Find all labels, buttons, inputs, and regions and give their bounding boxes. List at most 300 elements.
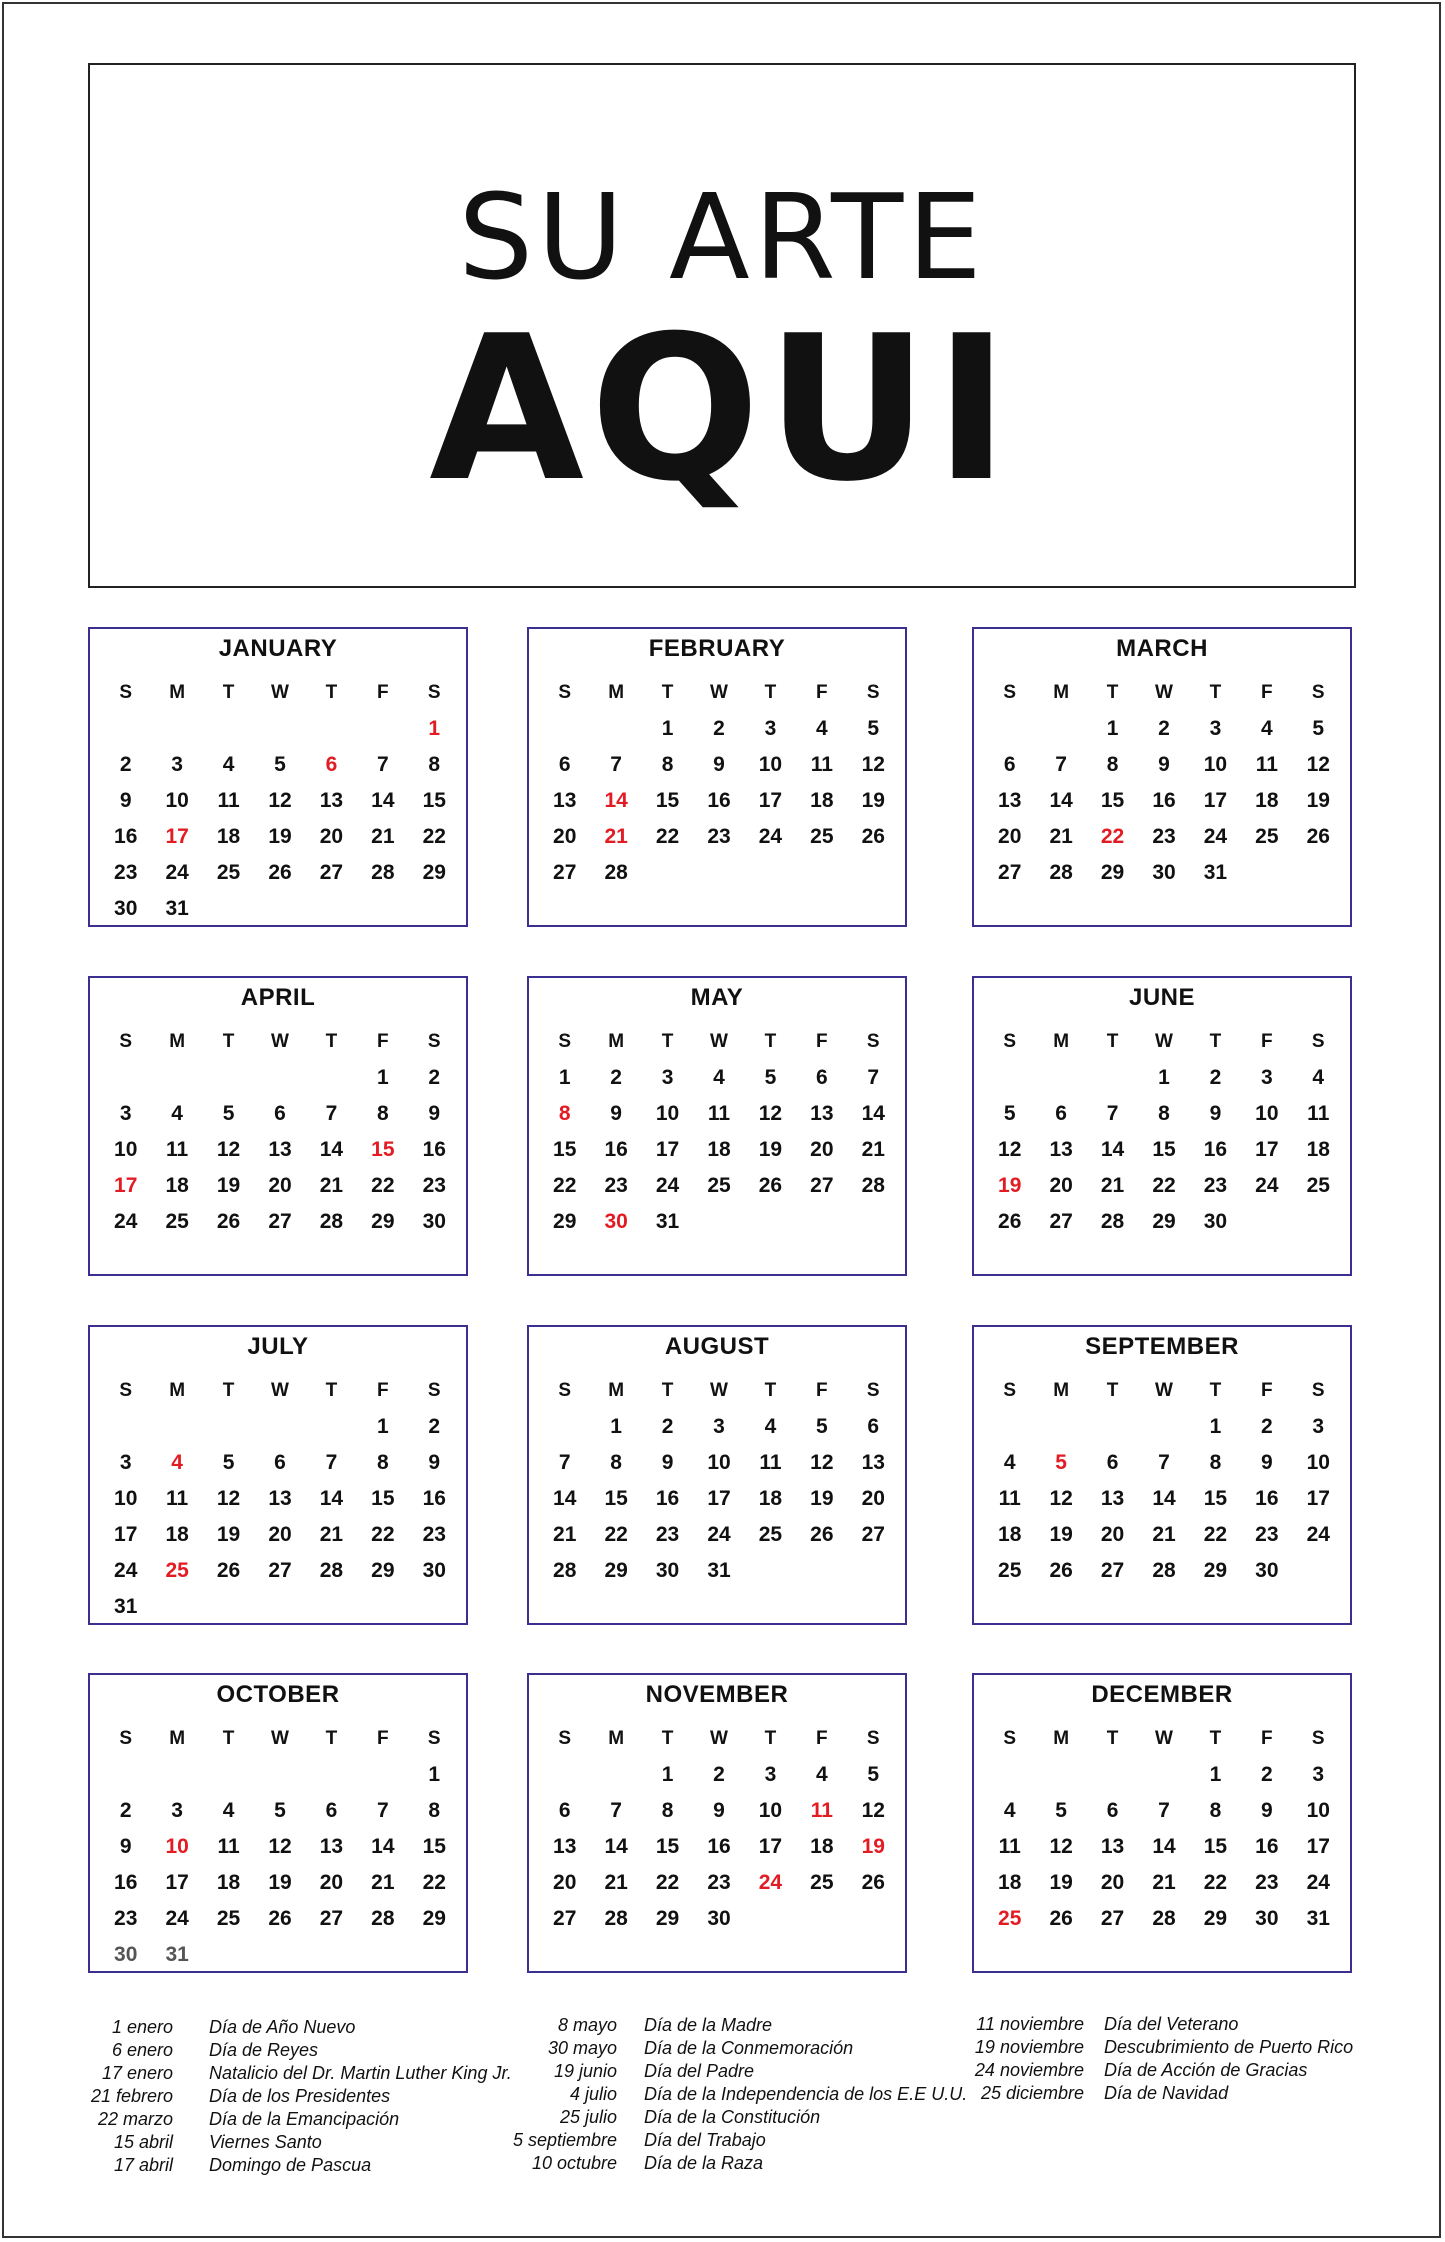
holiday-date: 25 julio [559, 2107, 617, 2127]
month-august [527, 1325, 907, 1625]
day: 8 [377, 1102, 389, 1125]
day: 6 [867, 1415, 880, 1438]
holiday-name: Día de Reyes [209, 2040, 319, 2060]
day: 15 [655, 1835, 680, 1858]
day: 20 [1049, 1174, 1073, 1197]
day: 12 [216, 1487, 241, 1510]
day: 30 [1203, 1210, 1228, 1233]
day: 17 [758, 1835, 783, 1858]
weekday-header: S [866, 1728, 880, 1749]
day: 22 [371, 1523, 395, 1546]
day: 6 [274, 1102, 286, 1125]
day: 12 [268, 789, 292, 812]
weekday-header: T [1106, 1031, 1119, 1052]
weekday-header: T [1106, 1380, 1119, 1401]
weekday-header: S [427, 682, 441, 703]
legend-item [506, 2083, 967, 2106]
holiday-day: 15 [371, 1138, 395, 1161]
day: 11 [1255, 753, 1278, 776]
weekday-header: T [325, 682, 338, 703]
holiday-name: Descubrimiento de Puerto Rico [1104, 2037, 1354, 2057]
day: 18 [758, 1487, 783, 1510]
day: 27 [319, 1907, 344, 1930]
weekday-header: S [1003, 1031, 1017, 1052]
weekday-header: M [608, 1031, 625, 1052]
day: 10 [1255, 1102, 1279, 1125]
weekday-header: W [271, 1728, 289, 1749]
month-september [972, 1325, 1352, 1625]
weekday-header: T [661, 682, 674, 703]
day: 23 [422, 1523, 446, 1546]
day: 13 [861, 1451, 885, 1474]
day: 12 [1049, 1835, 1073, 1858]
empty-day [1138, 1409, 1189, 1445]
holiday-date: 22 marzo [97, 2109, 173, 2129]
day: 14 [319, 1138, 344, 1161]
holiday-date: 21 febrero [90, 2086, 173, 2106]
weekday-header: F [816, 1380, 828, 1401]
day: 16 [707, 1835, 731, 1858]
day: 8 [1158, 1102, 1170, 1125]
day: 1 [377, 1066, 389, 1089]
day: 21 [861, 1138, 885, 1161]
month-title: JUNE [1128, 984, 1196, 1011]
day: 1 [661, 1763, 674, 1786]
holiday-day: 30 [604, 1210, 628, 1233]
day: 9 [661, 1451, 674, 1474]
holiday-name: Día de Acción de Gracias [1104, 2060, 1308, 2080]
holiday-date: 30 mayo [547, 2038, 617, 2058]
day: 14 [319, 1487, 344, 1510]
day: 2 [713, 1763, 725, 1786]
empty-day [1035, 711, 1086, 747]
day: 12 [1306, 753, 1330, 776]
holiday-date: 17 enero [101, 2063, 173, 2083]
day: 7 [377, 753, 389, 776]
holiday-day: 24 [758, 1871, 783, 1894]
empty-day [984, 1409, 1035, 1445]
day: 29 [1100, 861, 1125, 884]
day: 13 [1100, 1487, 1125, 1510]
day: 9 [428, 1102, 441, 1125]
day: 22 [655, 825, 680, 848]
legend-column [960, 2013, 1353, 2105]
weekday-header: F [377, 1728, 389, 1749]
day: 18 [216, 825, 241, 848]
day: 10 [1306, 1799, 1330, 1822]
day: 30 [655, 1559, 680, 1582]
weekday-header: F [816, 1031, 828, 1052]
day: 29 [371, 1210, 395, 1233]
day: 7 [867, 1066, 880, 1089]
day: 27 [268, 1210, 292, 1233]
day: 26 [268, 861, 292, 884]
day: 31 [165, 897, 189, 920]
day: 26 [810, 1523, 834, 1546]
day: 5 [1055, 1799, 1067, 1822]
holiday-day: 14 [604, 789, 628, 812]
day: 23 [114, 861, 138, 884]
day: 16 [1255, 1835, 1279, 1858]
day: 9 [1261, 1799, 1273, 1822]
weekday-header: W [710, 682, 728, 703]
weekday-header: S [119, 1380, 133, 1401]
day: 11 [810, 753, 833, 776]
month-days-grid [100, 675, 460, 927]
day: 19 [1306, 789, 1330, 812]
month-january [88, 627, 468, 927]
day: 21 [1100, 1174, 1125, 1197]
day: 28 [1152, 1559, 1176, 1582]
legend-column [506, 2014, 967, 2175]
day: 13 [998, 789, 1022, 812]
holiday-date: 19 noviembre [974, 2037, 1084, 2057]
weekday-header: M [608, 1380, 625, 1401]
weekday-header: M [1053, 1380, 1070, 1401]
day: 4 [1003, 1799, 1016, 1822]
day: 18 [216, 1871, 241, 1894]
weekday-header: W [710, 1031, 728, 1052]
day: 25 [998, 1559, 1022, 1582]
holiday-date: 6 enero [111, 2040, 173, 2060]
day: 26 [861, 1871, 885, 1894]
day: 17 [1306, 1487, 1330, 1510]
day: 9 [713, 753, 725, 776]
day: 6 [816, 1066, 828, 1089]
holiday-name: Día del Trabajo [644, 2130, 766, 2150]
day: 28 [604, 861, 628, 884]
day: 23 [422, 1174, 446, 1197]
weekday-header: S [866, 1380, 880, 1401]
day: 22 [604, 1523, 628, 1546]
weekday-header: F [1261, 1728, 1273, 1749]
day: 18 [810, 789, 834, 812]
day: 27 [810, 1174, 834, 1197]
empty-day [984, 1757, 1035, 1793]
art-placeholder [88, 63, 1356, 588]
day: 17 [114, 1523, 138, 1546]
day: 12 [861, 753, 885, 776]
day: 14 [371, 1835, 395, 1858]
day: 9 [1209, 1102, 1222, 1125]
day: 22 [422, 825, 446, 848]
day: 21 [604, 1871, 628, 1894]
day: 13 [268, 1487, 292, 1510]
day: 3 [1312, 1415, 1325, 1438]
empty-day [1035, 1060, 1086, 1096]
month-title: NOVEMBER [645, 1681, 789, 1708]
day: 19 [216, 1174, 241, 1197]
holiday-date: 5 septiembre [512, 2130, 617, 2150]
day: 19 [268, 1871, 292, 1894]
day: 2 [119, 1799, 132, 1822]
weekday-header: T [661, 1031, 674, 1052]
holiday-date: 4 julio [569, 2084, 617, 2104]
day: 20 [1100, 1871, 1125, 1894]
day: 26 [1306, 825, 1330, 848]
day: 1 [1209, 1415, 1222, 1438]
day: 25 [165, 1210, 189, 1233]
month-title: OCTOBER [216, 1681, 340, 1708]
day: 25 [216, 1907, 241, 1930]
weekday-header: T [325, 1728, 338, 1749]
day: 26 [861, 825, 885, 848]
day: 29 [1203, 1559, 1228, 1582]
day: 11 [998, 1835, 1021, 1858]
legend-item [506, 2014, 967, 2037]
day: 23 [1255, 1871, 1279, 1894]
day: 5 [867, 1763, 880, 1786]
legend-column [60, 2016, 512, 2177]
day: 16 [604, 1138, 628, 1161]
weekday-header: T [764, 1031, 777, 1052]
empty-day [100, 711, 151, 747]
empty-day [1087, 1409, 1138, 1445]
empty-day [357, 711, 408, 747]
day: 13 [319, 789, 344, 812]
day: 24 [1255, 1174, 1279, 1197]
legend-item [60, 2154, 512, 2177]
day: 15 [1203, 1487, 1228, 1510]
day: 30 [707, 1907, 731, 1930]
day: 28 [371, 1907, 395, 1930]
day: 10 [1203, 753, 1228, 776]
empty-day [100, 1757, 151, 1793]
day: 3 [171, 1799, 183, 1822]
day: 28 [861, 1174, 885, 1197]
weekday-header: S [866, 682, 880, 703]
day: 22 [1203, 1871, 1228, 1894]
holiday-date: 11 noviembre [976, 2014, 1084, 2034]
day: 31 [707, 1559, 731, 1582]
day: 3 [119, 1451, 132, 1474]
day: 9 [1261, 1451, 1273, 1474]
day: 2 [661, 1415, 674, 1438]
day: 27 [553, 1907, 577, 1930]
day: 6 [1055, 1102, 1067, 1125]
holiday-day: 17 [114, 1174, 138, 1197]
day: 20 [268, 1523, 292, 1546]
day: 4 [816, 717, 828, 740]
empty-day [539, 1757, 590, 1793]
month-days-grid [539, 1024, 899, 1240]
empty-day [1087, 1757, 1138, 1793]
day: 22 [422, 1871, 446, 1894]
day: 3 [713, 1415, 725, 1438]
weekday-header: S [1003, 682, 1017, 703]
weekday-header: T [764, 1728, 777, 1749]
empty-day [254, 1060, 305, 1096]
day: 24 [165, 1907, 189, 1930]
day: 5 [1003, 1102, 1016, 1125]
day: 30 [1152, 861, 1176, 884]
weekday-header: W [1155, 682, 1173, 703]
day: 15 [655, 789, 680, 812]
day: 26 [216, 1210, 241, 1233]
day: 28 [1152, 1907, 1176, 1930]
month-title: DECEMBER [1091, 1681, 1233, 1708]
weekday-header: S [1003, 1728, 1017, 1749]
day: 13 [1100, 1835, 1125, 1858]
day: 16 [1203, 1138, 1228, 1161]
day: 8 [1209, 1451, 1222, 1474]
holiday-name: Día de la Constitución [644, 2107, 821, 2127]
day: 8 [1209, 1799, 1222, 1822]
day: 21 [371, 825, 395, 848]
day: 27 [553, 861, 577, 884]
empty-day [306, 1757, 357, 1793]
holiday-name: Viernes Santo [209, 2132, 322, 2152]
day: 24 [707, 1523, 731, 1546]
day: 3 [764, 717, 777, 740]
day: 24 [1306, 1523, 1330, 1546]
day: 10 [114, 1138, 138, 1161]
legend-item [960, 2059, 1353, 2082]
day: 6 [325, 1799, 338, 1822]
day: 31 [165, 1943, 189, 1966]
day: 10 [758, 753, 783, 776]
day: 29 [553, 1210, 577, 1233]
empty-day [254, 1757, 305, 1793]
day: 26 [998, 1210, 1022, 1233]
weekday-header: T [1209, 682, 1222, 703]
weekday-header: S [119, 1031, 133, 1052]
month-days-grid [984, 675, 1344, 891]
empty-day [151, 711, 202, 747]
day: 3 [764, 1763, 777, 1786]
day: 3 [661, 1066, 674, 1089]
holiday-name: Día de Navidad [1104, 2083, 1229, 2103]
weekday-header: M [1053, 682, 1070, 703]
weekday-header: F [816, 1728, 828, 1749]
legend-item [60, 2085, 512, 2108]
legend-item [60, 2062, 512, 2085]
day: 1 [428, 1763, 441, 1786]
day: 20 [553, 1871, 577, 1894]
day: 4 [1261, 717, 1273, 740]
day: 15 [422, 1835, 446, 1858]
day: 21 [319, 1174, 344, 1197]
day: 5 [1312, 717, 1325, 740]
day: 13 [810, 1102, 834, 1125]
day: 16 [1152, 789, 1176, 812]
holiday-name: Día de Año Nuevo [209, 2017, 356, 2037]
weekday-header: S [427, 1031, 441, 1052]
weekday-header: F [816, 682, 828, 703]
legend-item [960, 2036, 1353, 2059]
legend-item [960, 2013, 1353, 2036]
day: 24 [114, 1210, 138, 1233]
weekday-header: F [377, 1380, 389, 1401]
day: 12 [861, 1799, 885, 1822]
legend-item [506, 2152, 967, 2175]
holiday-name: Día de la Conmemoración [644, 2038, 854, 2058]
day: 16 [114, 1871, 138, 1894]
day: 5 [222, 1451, 235, 1474]
holiday-day: 10 [165, 1835, 189, 1858]
weekday-header: W [1155, 1728, 1173, 1749]
day: 15 [422, 789, 446, 812]
day: 25 [758, 1523, 783, 1546]
weekday-header: T [1209, 1380, 1222, 1401]
weekday-header: T [1106, 1728, 1119, 1749]
day: 21 [371, 1871, 395, 1894]
day: 10 [707, 1451, 731, 1474]
weekday-header: T [1106, 682, 1119, 703]
day: 17 [1306, 1835, 1330, 1858]
holiday-day: 19 [998, 1174, 1022, 1197]
day: 24 [655, 1174, 680, 1197]
month-title: FEBRUARY [648, 635, 786, 662]
holiday-date: 19 junio [553, 2061, 617, 2081]
day: 9 [713, 1799, 725, 1822]
day: 24 [1306, 1871, 1330, 1894]
weekday-header: T [222, 682, 235, 703]
empty-day [254, 1409, 305, 1445]
month-april [88, 976, 468, 1276]
day: 6 [1106, 1451, 1119, 1474]
day: 7 [610, 753, 622, 776]
month-title: MARCH [1116, 635, 1208, 662]
legend-item [60, 2131, 512, 2154]
day: 23 [707, 1871, 731, 1894]
weekday-header: W [271, 1031, 289, 1052]
day: 7 [1055, 753, 1067, 776]
day: 19 [268, 825, 292, 848]
day: 28 [1049, 861, 1073, 884]
day: 10 [165, 789, 189, 812]
day: 12 [758, 1102, 783, 1125]
day: 26 [216, 1559, 241, 1582]
day: 28 [319, 1559, 344, 1582]
day: 28 [1100, 1210, 1125, 1233]
day: 22 [553, 1174, 577, 1197]
legend-item [60, 2039, 512, 2062]
day: 11 [166, 1138, 189, 1161]
day: 20 [268, 1174, 292, 1197]
weekday-header: T [222, 1380, 235, 1401]
day: 18 [165, 1523, 189, 1546]
day: 26 [1049, 1907, 1073, 1930]
weekday-header: F [1261, 1380, 1273, 1401]
day: 18 [998, 1871, 1022, 1894]
day: 8 [661, 753, 674, 776]
day: 13 [553, 1835, 577, 1858]
empty-day [306, 1060, 357, 1096]
month-march [972, 627, 1352, 927]
weekday-header: S [1311, 682, 1325, 703]
month-days-grid [100, 1721, 460, 1973]
month-june [972, 976, 1352, 1276]
weekday-header: F [377, 1031, 389, 1052]
weekday-header: M [608, 1728, 625, 1749]
day: 4 [816, 1763, 828, 1786]
day: 12 [268, 1835, 292, 1858]
day: 30 [114, 1943, 138, 1966]
empty-day [984, 1060, 1035, 1096]
day: 29 [371, 1559, 395, 1582]
holiday-name: Día de la Madre [644, 2015, 773, 2035]
empty-day [151, 1409, 202, 1445]
day: 14 [1152, 1487, 1176, 1510]
day: 15 [553, 1138, 577, 1161]
holiday-day: 17 [165, 825, 189, 848]
weekday-header: T [325, 1380, 338, 1401]
day: 28 [604, 1907, 628, 1930]
month-november [527, 1673, 907, 1973]
weekday-header: S [1311, 1380, 1325, 1401]
day: 7 [558, 1451, 571, 1474]
